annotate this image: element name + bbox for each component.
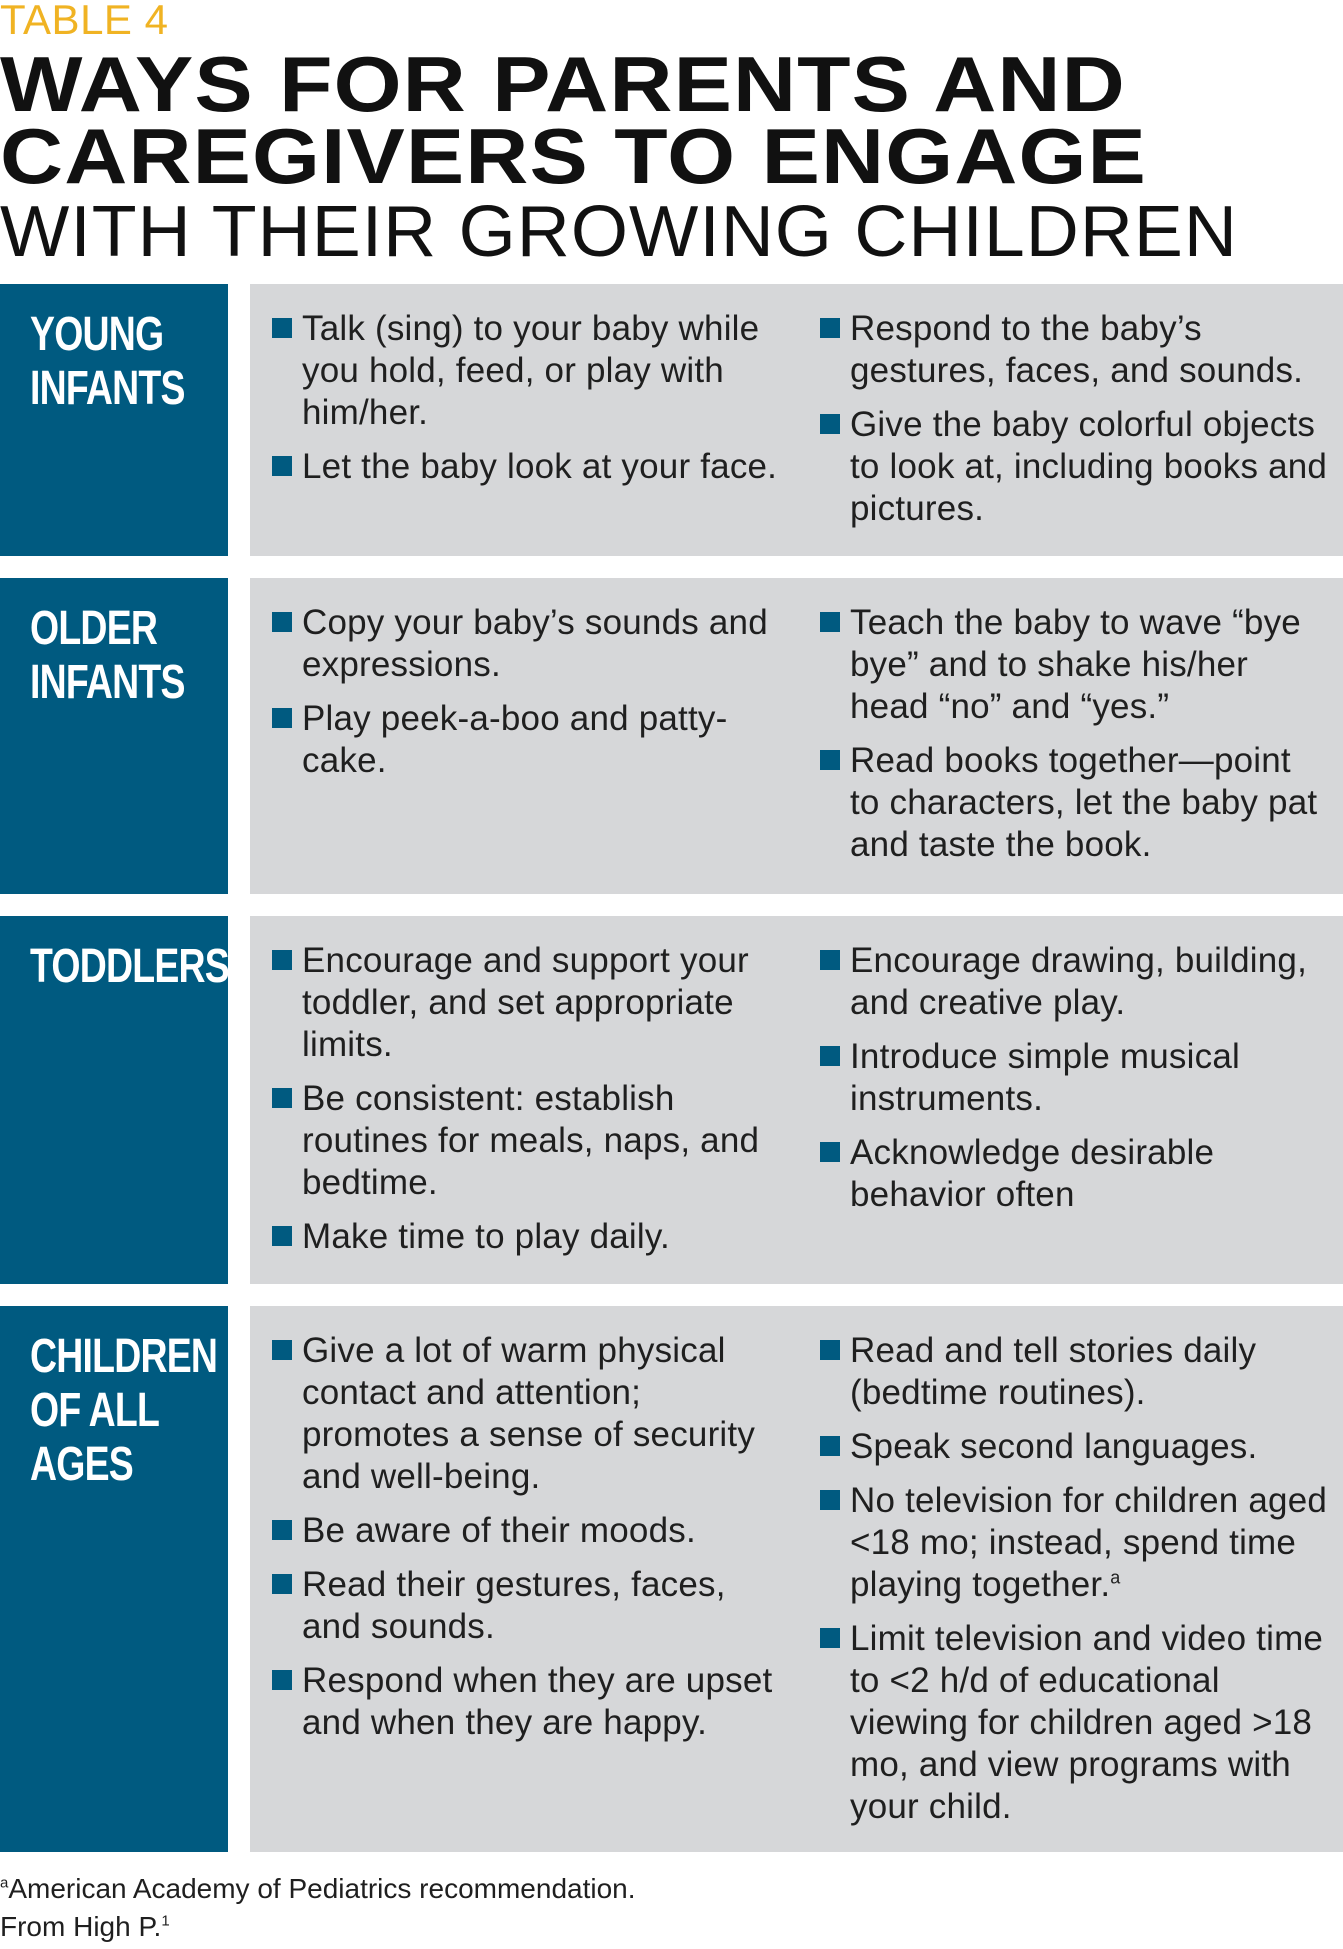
row-older-infants — [0, 578, 1343, 894]
bullet-item — [820, 1132, 1330, 1216]
source-ref: 1 — [161, 1912, 170, 1930]
bullet-item — [820, 1618, 1330, 1828]
square-bullet-icon — [820, 1628, 840, 1648]
bullet-item — [272, 308, 782, 434]
square-bullet-icon — [820, 1340, 840, 1360]
table-title — [0, 40, 1147, 200]
square-bullet-icon — [820, 1490, 840, 1510]
bullet-text: Give a lot of warm physical contact and attention; promotes a sense of security and well-being. — [302, 1331, 756, 1496]
footnote-marker: a — [0, 1874, 9, 1892]
row-young-infants — [0, 284, 1343, 556]
bullet-text: Respond to the baby’s gestures, faces, and sounds. — [850, 309, 1304, 390]
square-bullet-icon — [272, 1088, 292, 1108]
bullet-text: Talk (sing) to your baby while you hold, feed, or play with him/her. — [302, 309, 760, 432]
bullet-text: Introduce simple musical instruments. — [850, 1037, 1240, 1118]
row-label-line: OF ALL — [30, 1384, 160, 1437]
bullet-item — [272, 446, 782, 488]
bullet-item — [272, 1078, 782, 1204]
square-bullet-icon — [272, 456, 292, 476]
bullet-item — [272, 1330, 782, 1498]
right-column — [820, 1330, 1330, 1840]
bullet-text: Speak second languages. — [850, 1427, 1258, 1466]
square-bullet-icon — [820, 1046, 840, 1066]
left-column — [272, 602, 782, 794]
square-bullet-icon — [272, 612, 292, 632]
title-line-1: WAYS FOR PARENTS AND — [0, 40, 1126, 128]
bullet-text: Be aware of their moods. — [302, 1511, 696, 1550]
bullet-item — [820, 1480, 1330, 1606]
bullet-item — [820, 1426, 1330, 1468]
square-bullet-icon — [820, 318, 840, 338]
bullet-text: Play peek-a-boo and patty-cake. — [302, 699, 728, 780]
square-bullet-icon — [820, 612, 840, 632]
bullet-item — [820, 308, 1330, 392]
square-bullet-icon — [820, 1436, 840, 1456]
square-bullet-icon — [820, 1142, 840, 1162]
bullet-item — [272, 1564, 782, 1648]
bullet-text: Acknowledge desirable behavior often — [850, 1133, 1215, 1214]
row-body-young-infants — [250, 284, 1343, 556]
row-toddlers — [0, 916, 1343, 1284]
bullet-item — [272, 1216, 782, 1258]
bullet-item — [820, 940, 1330, 1024]
square-bullet-icon — [272, 1340, 292, 1360]
bullet-text: Teach the baby to wave “bye bye” and to shake his/her head “no” and “yes.” — [850, 603, 1301, 726]
bullet-text: Read their gestures, faces, and sounds. — [302, 1565, 726, 1646]
row-label-toddlers — [0, 916, 228, 1284]
row-body-toddlers — [250, 916, 1343, 1284]
bullet-text: Give the baby colorful objects to look at, including books and pictures. — [850, 405, 1328, 528]
footnote-text: American Academy of Pediatrics recommendation. — [8, 1873, 636, 1904]
row-label-line: TODDLERS — [30, 940, 230, 993]
bullet-text: Read books together—point to characters, let the baby pat and taste the book. — [850, 741, 1318, 864]
bullet-item — [820, 602, 1330, 728]
table-number-label: TABLE 4 — [0, 0, 169, 43]
bullet-item — [272, 940, 782, 1066]
row-label-line: CHILDREN — [30, 1330, 218, 1383]
bullet-text: Encourage and support your toddler, and set appropriate limits. — [302, 941, 749, 1064]
left-column — [272, 940, 782, 1270]
bullet-text: No television for children aged <18 mo; instead, spend time playing together. — [850, 1481, 1328, 1604]
square-bullet-icon — [272, 1226, 292, 1246]
bullet-item — [820, 740, 1330, 866]
row-label-line: INFANTS — [30, 656, 185, 709]
bullet-text: Respond when they are upset and when they are happy. — [302, 1661, 773, 1742]
bullet-item — [820, 1330, 1330, 1414]
bullet-text: Let the baby look at your face. — [302, 447, 778, 486]
bullet-text: Limit television and video time to <2 h/d of educational viewing for children aged >18 mo, and view programs with your child. — [850, 1619, 1324, 1826]
row-label-line: OLDER — [30, 602, 158, 655]
bullet-text: Be consistent: establish routines for meals, naps, and bedtime. — [302, 1079, 760, 1202]
footnote-ref: a — [1110, 1567, 1121, 1588]
bullet-item — [272, 698, 782, 782]
row-label-line: AGES — [30, 1438, 133, 1491]
square-bullet-icon — [272, 318, 292, 338]
row-label-children-of-all-ages — [0, 1306, 228, 1852]
bullet-text: Make time to play daily. — [302, 1217, 670, 1256]
right-column — [820, 602, 1330, 878]
left-column — [272, 308, 782, 500]
footnote-a — [0, 1872, 636, 1906]
square-bullet-icon — [272, 708, 292, 728]
square-bullet-icon — [820, 750, 840, 770]
bullet-item — [820, 1036, 1330, 1120]
bullet-item — [272, 1510, 782, 1552]
left-column — [272, 1330, 782, 1756]
row-body-older-infants — [250, 578, 1343, 894]
row-children-of-all-ages — [0, 1306, 1343, 1852]
square-bullet-icon — [272, 950, 292, 970]
row-label-line: YOUNG — [30, 308, 164, 361]
source-note — [0, 1910, 170, 1944]
square-bullet-icon — [820, 950, 840, 970]
table-subtitle: WITH THEIR GROWING CHILDREN — [0, 192, 1238, 272]
square-bullet-icon — [820, 414, 840, 434]
bullet-item — [820, 404, 1330, 530]
bullet-item — [272, 602, 782, 686]
square-bullet-icon — [272, 1670, 292, 1690]
bullet-text: Read and tell stories daily (bedtime routines). — [850, 1331, 1257, 1412]
row-label-young-infants — [0, 284, 228, 556]
bullet-text: Encourage drawing, building, and creative play. — [850, 941, 1308, 1022]
row-body-children-of-all-ages — [250, 1306, 1343, 1852]
bullet-text: Copy your baby’s sounds and expressions. — [302, 603, 768, 684]
row-label-older-infants — [0, 578, 228, 894]
title-line-2: CAREGIVERS TO ENGAGE — [0, 112, 1147, 200]
square-bullet-icon — [272, 1520, 292, 1540]
right-column — [820, 308, 1330, 542]
right-column — [820, 940, 1330, 1228]
square-bullet-icon — [272, 1574, 292, 1594]
row-label-line: INFANTS — [30, 362, 185, 415]
bullet-item — [272, 1660, 782, 1744]
source-text: From High P. — [0, 1911, 162, 1942]
